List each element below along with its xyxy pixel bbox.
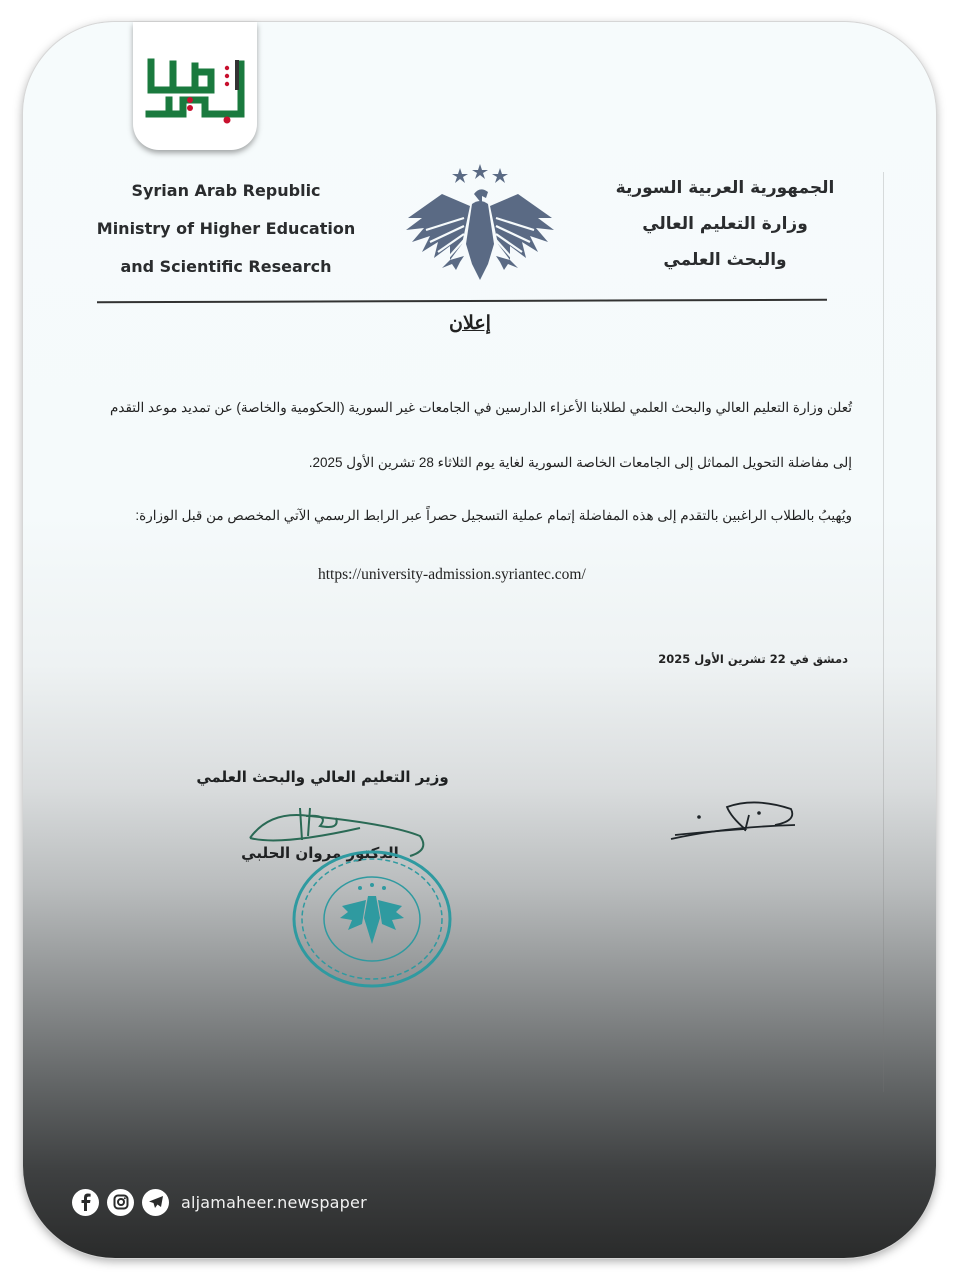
ministry-name-ar-line1: وزارة التعليم العالي [642,214,808,234]
newspaper-logo [133,22,257,150]
paragraph-1-line-1: تُعلن وزارة التعليم العالي والبحث العلمي لطلابنا الأعزاء الدارسين في الجامعات غير السورية (الحكومية والخاصة) عن تمديد موعد التقدم [110,400,852,415]
social-footer [72,1188,367,1216]
ministry-name-en-line1: Ministry of Higher Education [96,219,356,238]
country-name-en: Syrian Arab Republic [131,181,321,200]
paragraph-1-line-2: إلى مفاضلة التحويل المماثل إلى الجامعات الخاصة السورية لغاية يوم الثلاثاء 28 تشرين الأول 2025. [308,455,852,470]
star-icon [492,168,508,183]
announcement-title: إعلان [449,313,491,334]
document-paper-edge [119,172,884,1092]
minister-name: الدكتور مروان الحلبي [241,844,399,862]
social-handle[interactable]: aljamaheer.newspaper [181,1192,367,1212]
letterhead-english [96,172,356,286]
secondary-signature-icon [665,795,805,847]
registration-link[interactable]: https://university-admission.syriantec.com/ [318,566,586,583]
official-stamp-icon [290,848,456,990]
paragraph-2: ويُهيبُ بالطلاب الراغبين بالتقدم إلى هذه المفاضلة إتمام عملية التسجيل حصراً عبر الرابط الرسمي الآتي المخصص من قبل الوزارة: [135,508,852,523]
telegram-icon[interactable] [142,1189,169,1216]
country-name-ar: الجمهورية العربية السورية [615,178,835,198]
star-icon [452,168,468,183]
star-icon [472,164,488,179]
ministry-name-ar-line2: والبحث العلمي [663,250,787,270]
aljamaheer-logo-icon [143,52,247,124]
letterhead-arabic [590,170,860,278]
instagram-icon[interactable] [107,1189,134,1216]
ministry-name-en-line2: and Scientific Research [120,257,332,276]
issue-date: دمشق في 22 تشرين الأول 2025 [658,652,848,666]
minister-title: وزير التعليم العالي والبحث العلمي [196,768,449,786]
facebook-icon[interactable] [72,1189,99,1216]
eagle-emblem-icon [402,160,558,288]
